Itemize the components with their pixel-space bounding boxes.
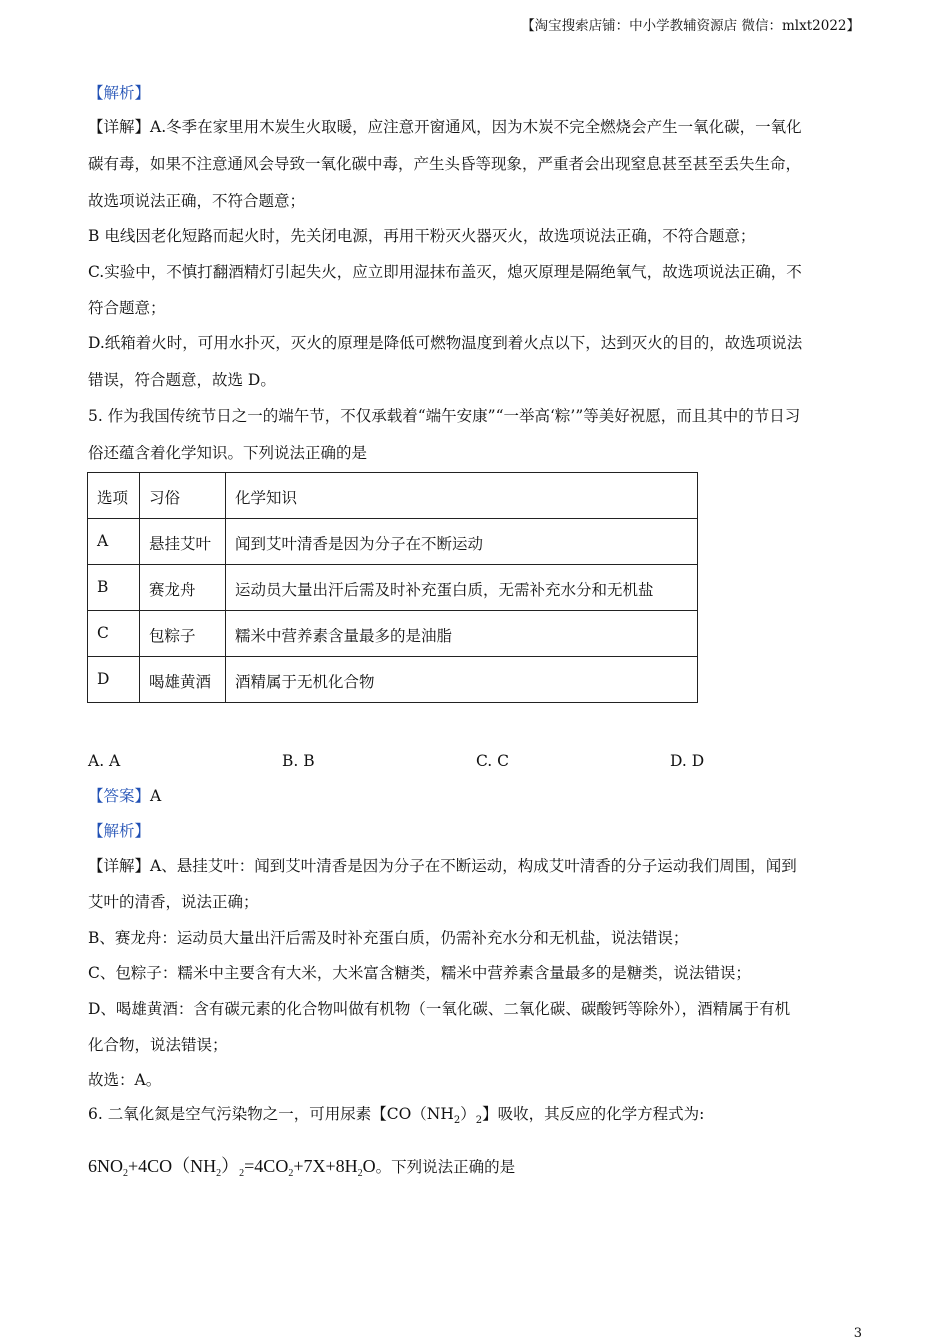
detail-text: A、悬挂艾叶：闻到艾叶清香是因为分子在不断运动，构成艾叶清香的分子运动我们周围，闻到 <box>150 857 797 875</box>
detail-text: A.冬季在家里用木炭生火取暖，应注意开窗通风，因为木炭不完全燃烧会产生一氧化碳，一氧化 <box>150 118 802 136</box>
table-cell: D <box>88 657 140 703</box>
question-stem: 俗还蕴含着化学知识。下列说法正确的是 <box>88 444 368 462</box>
page-header: 【淘宝搜索店铺：中小学教辅资源店 微信：mlxt2022】 <box>521 18 860 34</box>
answer-value: A <box>150 787 162 805</box>
formula-subscript: 2 <box>239 1168 245 1179</box>
formula-text: O <box>362 1156 376 1176</box>
detail-tag: 【详解】 <box>88 118 151 136</box>
option-b: B. B <box>282 752 315 770</box>
detail-line: 艾叶的清香，说法正确； <box>88 893 259 911</box>
formula-tail-text: 。下列说法正确的是 <box>375 1158 516 1176</box>
detail-line: C、包粽子：糯米中主要含有大米，大米富含糖类，糯米中营养素含量最多的是糖类，说法错误； <box>88 964 751 982</box>
formula-text: 6NO <box>88 1156 123 1176</box>
table-cell: 运动员大量出汗后需及时补充蛋白质，无需补充水分和无机盐 <box>226 565 698 611</box>
detail-tag: 【详解】 <box>88 857 151 875</box>
formula-text: +4CO（NH <box>128 1156 217 1176</box>
chemical-equation <box>88 1152 515 1179</box>
detail-line: D.纸箱着火时，可用水扑灭，灭火的原理是降低可燃物温度到着火点以下，达到灭火的目的，故选项说法 <box>88 334 803 352</box>
option-c: C. C <box>476 752 510 770</box>
formula-subscript: 2 <box>216 1168 222 1179</box>
stem-text: 6. 二氧化氮是空气污染物之一，可用尿素【CO（NH <box>88 1105 454 1123</box>
detail-line <box>88 117 802 137</box>
table-cell: 酒精属于无机化合物 <box>226 657 698 703</box>
table-cell: 糯米中营养素含量最多的是油脂 <box>226 611 698 657</box>
stem-text: 】吸收，其反应的化学方程式为: <box>482 1105 705 1123</box>
formula-text: ） <box>221 1156 240 1176</box>
detail-line: B、赛龙舟：运动员大量出汗后需及时补充蛋白质，仍需补充水分和无机盐，说法错误； <box>88 929 689 947</box>
stem-subscript: 2 <box>453 1115 461 1127</box>
detail-line: 符合题意； <box>88 299 166 317</box>
formula-text: =4CO <box>244 1156 289 1176</box>
formula-text: +7X+8H <box>293 1156 358 1176</box>
detail-line: 故选：A。 <box>88 1071 162 1089</box>
detail-line: B 电线因老化短路而起火时，先关闭电源，再用干粉灭火器灭火，故选项说法正确，不符合题意； <box>88 227 756 245</box>
detail-line: 故选项说法正确，不符合题意； <box>88 192 306 210</box>
stem-text: ） <box>460 1105 476 1123</box>
table-header-cell: 化学知识 <box>226 473 698 519</box>
detail-line: 错误，符合题意，故选 D。 <box>88 371 276 389</box>
options-table <box>87 472 698 703</box>
table-cell: A <box>88 519 140 565</box>
table-cell: 包粽子 <box>140 611 226 657</box>
table-row <box>88 657 698 703</box>
answer-tag: 【答案】 <box>88 787 151 805</box>
table-row <box>88 519 698 565</box>
option-d: D. D <box>670 752 705 770</box>
detail-line: 化合物，说法错误； <box>88 1036 228 1054</box>
formula-subscript: 2 <box>123 1168 128 1179</box>
analysis-tag: 【解析】 <box>88 84 151 102</box>
detail-line: D、喝雄黄酒：含有碳元素的化合物叫做有机物（一氧化碳、二氧化碳、碳酸钙等除外），酒精属于有机 <box>88 1000 791 1018</box>
table-cell: 闻到艾叶清香是因为分子在不断运动 <box>226 519 698 565</box>
table-cell: 喝雄黄酒 <box>140 657 226 703</box>
stem-subscript: 2 <box>475 1115 483 1127</box>
table-header-cell: 选项 <box>88 473 140 519</box>
table-row <box>88 611 698 657</box>
table-header-cell: 习俗 <box>140 473 226 519</box>
table-cell: C <box>88 611 140 657</box>
detail-line <box>88 856 797 876</box>
option-a: A. A <box>88 752 121 770</box>
formula-subscript: 2 <box>357 1168 363 1179</box>
question-stem <box>88 1104 704 1131</box>
formula-subscript: 2 <box>288 1168 294 1179</box>
table-cell: 悬挂艾叶 <box>140 519 226 565</box>
analysis-tag: 【解析】 <box>88 822 151 840</box>
table-cell: 赛龙舟 <box>140 565 226 611</box>
table-cell: B <box>88 565 140 611</box>
question-stem: 5. 作为我国传统节日之一的端午节，不仅承载着“端午安康”“一举高‘粽’”等美好祝愿，而且其中的节日习 <box>88 407 801 425</box>
detail-line: 碳有毒，如果不注意通风会导致一氧化碳中毒，产生头昏等现象，严重者会出现窒息甚至甚至丢失生命， <box>88 155 802 173</box>
table-row <box>88 565 698 611</box>
answer-line <box>88 786 161 806</box>
detail-line: C.实验中，不慎打翻酒精灯引起失火，应立即用湿抹布盖灭，熄灭原理是隔绝氧气，故选项说法正确，不 <box>88 263 802 281</box>
page-number: 3 <box>853 1326 862 1341</box>
table-header-row <box>88 473 698 519</box>
